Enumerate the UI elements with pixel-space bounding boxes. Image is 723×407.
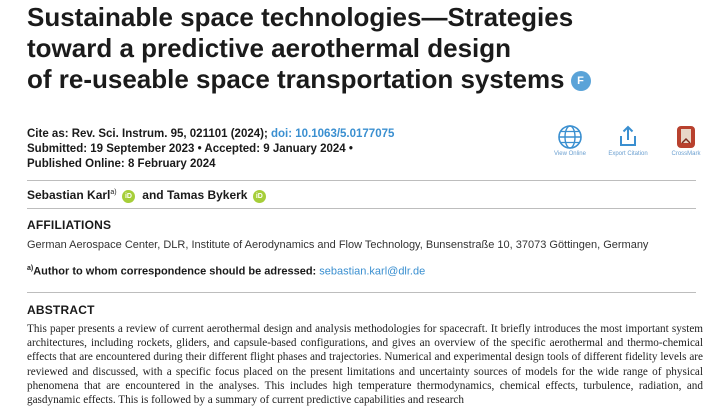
divider (27, 208, 696, 209)
view-online-button[interactable] (545, 124, 595, 157)
divider (27, 180, 696, 181)
title-line-1: Sustainable space technologies—Strategies (27, 2, 574, 32)
cite-prefix: Cite as: Rev. Sci. Instrum. (27, 128, 171, 140)
author-name[interactable]: Tamas Bykerk (166, 188, 248, 202)
published-line: Published Online: 8 February 2024 (27, 158, 216, 170)
orcid-icon[interactable]: iD (122, 190, 135, 203)
crossmark-icon (673, 124, 699, 150)
author-list (27, 188, 270, 203)
abstract-heading: ABSTRACT (27, 303, 95, 317)
email-link[interactable]: sebastian.karl@dlr.de (319, 265, 426, 278)
title-line-3 (27, 64, 667, 95)
divider (27, 292, 696, 293)
affiliation-text: German Aerospace Center, DLR, Institute of Aerodynamics and Flow Technology, Bunsenstraße 10, 37073 Göttingen, Germany (27, 239, 649, 251)
article-title (27, 2, 667, 95)
affiliations-heading: AFFILIATIONS (27, 218, 112, 232)
author-footnote-mark: a) (110, 189, 117, 196)
cite-line (27, 127, 394, 142)
author-conjunction: and (142, 188, 164, 202)
citation-block (27, 127, 394, 172)
article-tools (545, 124, 715, 164)
author-name[interactable]: Sebastian Karl (27, 188, 111, 202)
globe-icon (557, 124, 583, 150)
export-icon (615, 124, 641, 150)
dates-line: Submitted: 19 September 2023 • Accepted: 9 January 2024 • (27, 143, 353, 155)
correspondence-note (27, 265, 425, 278)
abstract-text: This paper presents a review of current aerothermal design and analysis methodologies for spacecraft. It briefly introduces the most important system architectures, including rockets, gliders, and capsule-based configurations, and gives an overview of the specific aerothermal and thermo-chemical effects that are encountered during their different flight phases and trajectories. Numerical and experimental design tools of different fidelity levels are reviewed and discussed, with a specific focus placed on the present limitations and uncertainty sources of models for the wide range of physical phenomena that are encountered in the analyses. This includes high temperature thermodynamics, chemical effects, turbulence, radiation, and gasdynamic effects. This is followed by a summary of current predictive capabilities and research (27, 323, 703, 407)
correspondence-text: Author to whom correspondence should be adressed: (33, 265, 320, 278)
export-citation-button[interactable] (603, 124, 653, 157)
title-line-3-text: of re-useable space transportation systems (27, 64, 565, 94)
crossmark-label: CrossMark (671, 151, 701, 157)
cite-volume: 95 (170, 128, 184, 140)
orcid-icon[interactable]: iD (253, 190, 266, 203)
crossmark-button[interactable] (661, 124, 711, 157)
doi-link[interactable]: doi: 10.1063/5.0177075 (271, 128, 395, 140)
correspondence-mark: a) (27, 265, 34, 272)
cite-suffix: , 021101 (2024); (183, 128, 268, 140)
title-line-2: toward a predictive aerothermal design (27, 33, 512, 63)
view-online-label: View Online (554, 151, 586, 157)
export-citation-label: Export Citation (608, 151, 648, 157)
featured-badge[interactable]: F (571, 71, 591, 91)
